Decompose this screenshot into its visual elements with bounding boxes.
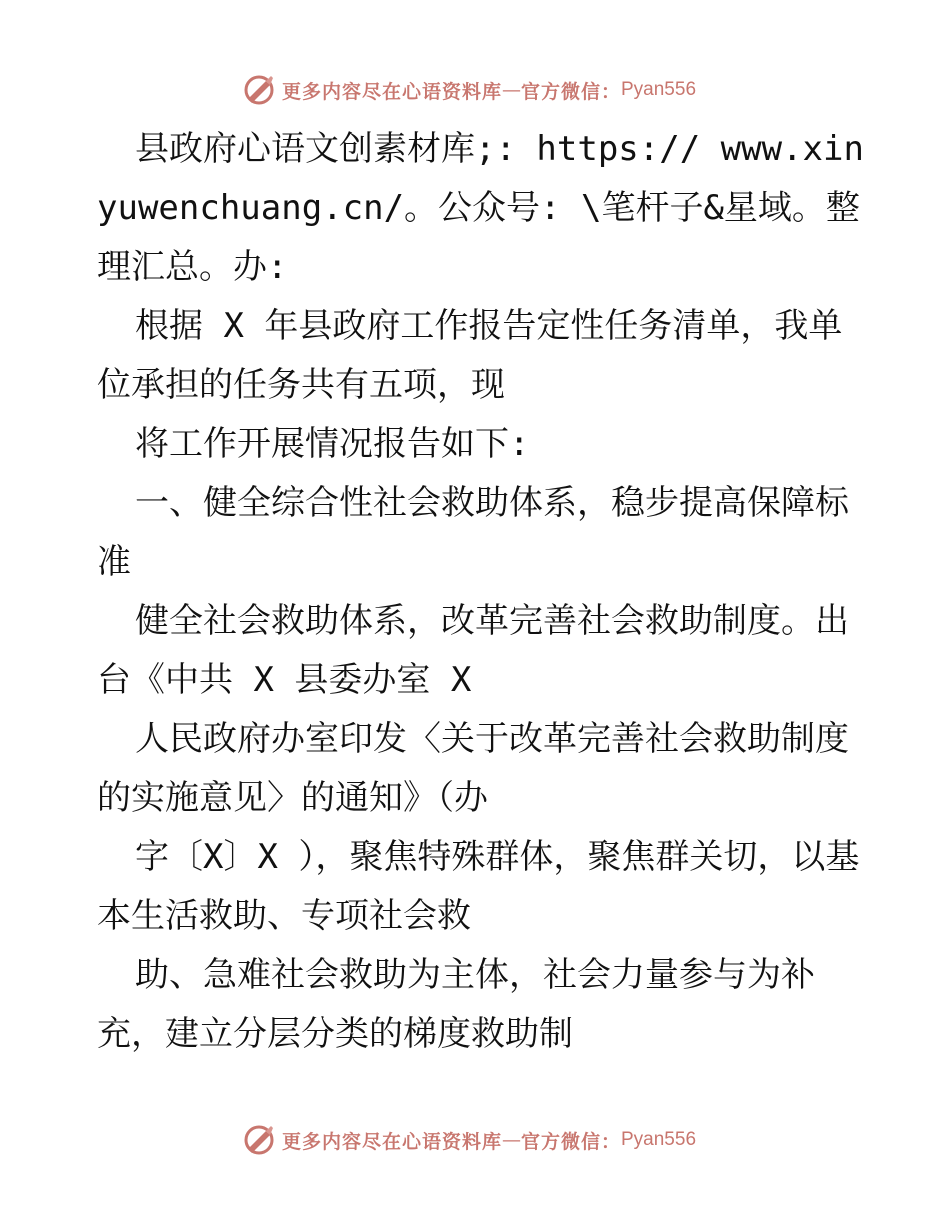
document-body <box>97 120 867 1064</box>
paragraph: 助、急难社会救助为主体，社会力量参与为补充，建立分层分类的梯度救助制 <box>97 955 815 1054</box>
section-heading: 一、健全综合性社会救助体系，稳步提高保障标准 <box>97 483 849 582</box>
pen-logo-icon <box>242 1123 276 1157</box>
footer-banner-account-label: 官方微信： <box>520 1130 621 1153</box>
header-watermark-banner <box>0 70 950 110</box>
header-banner-account-id: Pyan556 <box>621 79 697 100</box>
header-banner-dash: — <box>501 79 521 101</box>
footer-banner-account-id: Pyan556 <box>621 1129 697 1150</box>
paragraph: 县政府心语文创素材库;: https:// www.xinyuwenchuang.cn/。公众号: \笔杆子&星域。整理汇总。办: <box>97 129 864 287</box>
paragraph: 健全社会救助体系，改革完善社会救助制度。出台《中共 X 县委办室 X <box>97 601 849 700</box>
paragraph: 将工作开展情况报告如下: <box>135 424 530 464</box>
paragraph: 人民政府办室印发〈关于改革完善社会救助制度的实施意见〉的通知》（办 <box>97 719 849 818</box>
footer-watermark-banner <box>0 1120 950 1160</box>
header-banner-text: 更多内容尽在心语资料库 <box>281 80 502 103</box>
footer-banner-dash: — <box>501 1129 521 1151</box>
header-banner-account-label: 官方微信： <box>520 80 621 103</box>
paragraph: 字〔X〕X ），聚焦特殊群体，聚焦群关切，以基本生活救助、专项社会救 <box>97 837 860 936</box>
pen-logo-icon <box>242 73 276 107</box>
paragraph: 根据 X 年县政府工作报告定性任务清单，我单位承担的任务共有五项，现 <box>97 306 843 405</box>
footer-banner-text: 更多内容尽在心语资料库 <box>281 1130 502 1153</box>
